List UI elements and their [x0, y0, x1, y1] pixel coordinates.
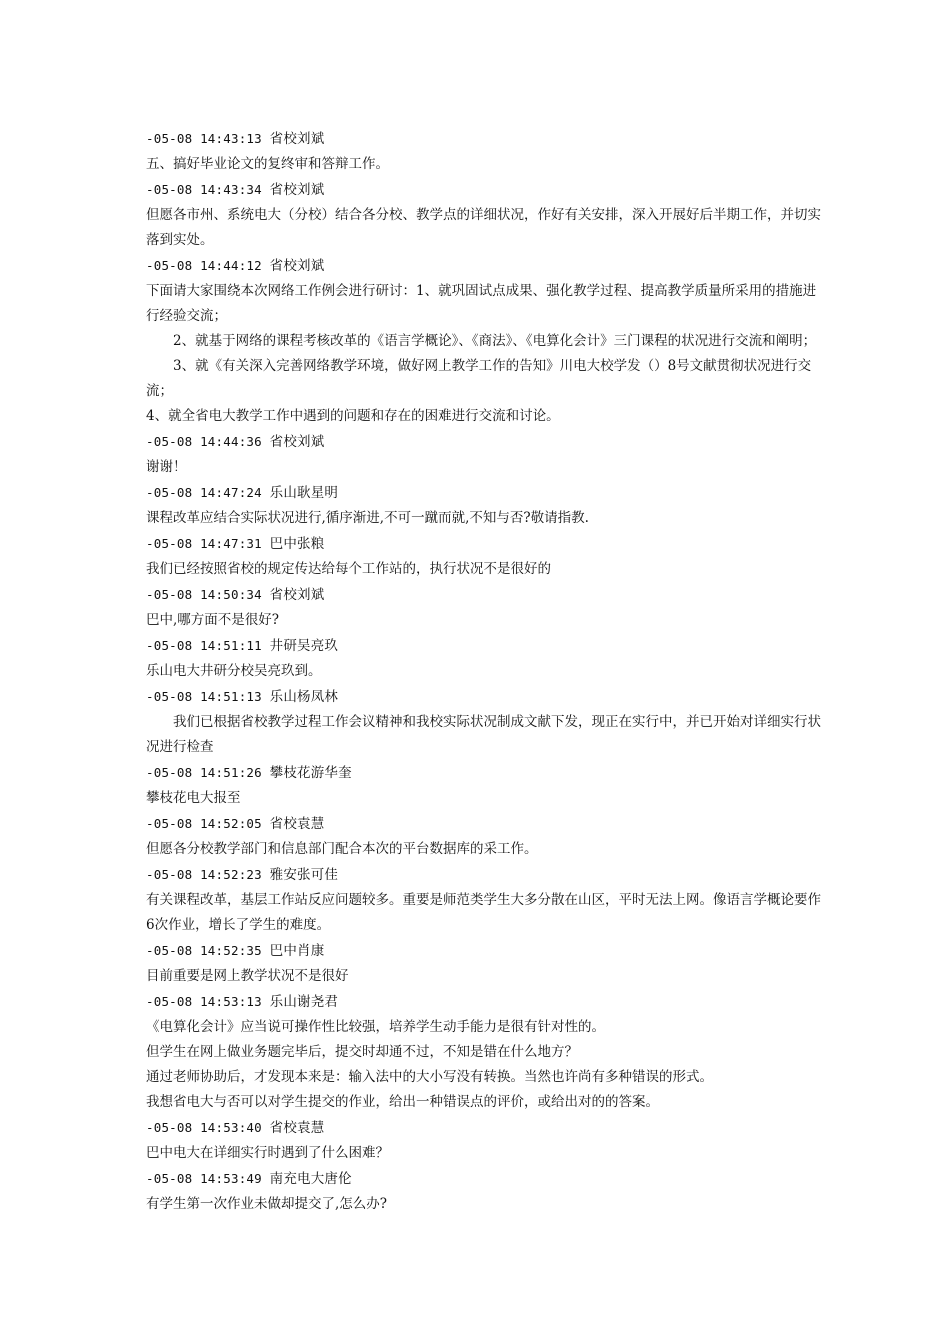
- message-entry: [146, 429, 822, 480]
- message-text: 目前重要是网上教学状况不是很好: [146, 968, 349, 984]
- message-text: 通过老师协助后，才发现本来是：输入法中的大小写没有转换。当然也许尚有多种错误的形式。: [146, 1069, 713, 1085]
- message-timestamp: -05-08 14:52:05: [146, 816, 262, 831]
- message-author: 省校袁慧: [269, 1120, 325, 1136]
- message-entry: [146, 633, 822, 684]
- message-timestamp: -05-08 14:43:34: [146, 182, 262, 197]
- message-text: 乐山电大井研分校吴亮玖到。: [146, 663, 322, 679]
- message-author: 省校袁慧: [269, 816, 325, 832]
- message-entry: [146, 1166, 822, 1217]
- message-entry: [146, 989, 822, 1115]
- message-author: 雅安张可佳: [269, 867, 339, 883]
- message-author: 乐山耿星明: [269, 485, 339, 501]
- message-entry: [146, 531, 822, 582]
- message-header: [146, 633, 822, 659]
- message-entry: [146, 760, 822, 811]
- message-entry: [146, 480, 822, 531]
- message-header: [146, 582, 822, 608]
- message-timestamp: -05-08 14:51:26: [146, 765, 262, 780]
- message-text: 攀枝花电大报至: [146, 790, 241, 806]
- message-timestamp: -05-08 14:52:23: [146, 867, 262, 882]
- message-header: [146, 989, 822, 1015]
- message-entry: [146, 582, 822, 633]
- message-timestamp: -05-08 14:44:36: [146, 434, 262, 449]
- message-timestamp: -05-08 14:52:35: [146, 943, 262, 958]
- message-author: 南充电大唐伦: [269, 1171, 352, 1187]
- message-text: 《电算化会计》应当说可操作性比较强，培养学生动手能力是很有针对性的。: [146, 1019, 605, 1035]
- message-author: 省校刘斌: [269, 587, 325, 603]
- message-timestamp: -05-08 14:43:13: [146, 131, 262, 146]
- message-timestamp: -05-08 14:47:24: [146, 485, 262, 500]
- message-author: 乐山杨凤林: [269, 689, 339, 705]
- message-author: 省校刘斌: [269, 434, 325, 450]
- message-text: 我们已根据省校教学过程工作会议精神和我校实际状况制成文献下发，现正在实行中，并已开始对详细实行状况进行检查: [146, 714, 821, 755]
- message-header: [146, 1166, 822, 1192]
- message-header: [146, 253, 822, 279]
- message-timestamp: -05-08 14:53:40: [146, 1120, 262, 1135]
- message-text: 课程改革应结合实际状况进行,循序渐进,不可一蹴而就,不知与否?敬请指教.: [146, 510, 589, 526]
- message-text: 4、就全省电大教学工作中遇到的问题和存在的困难进行交流和讨论。: [146, 408, 560, 424]
- message-header: [146, 126, 822, 152]
- message-text: 巴中电大在详细实行时遇到了什么困难？: [146, 1145, 389, 1161]
- message-header: [146, 531, 822, 557]
- message-timestamp: -05-08 14:51:13: [146, 689, 262, 704]
- message-author: 乐山谢尧君: [269, 994, 339, 1010]
- message-header: [146, 684, 822, 710]
- message-entry: [146, 862, 822, 938]
- message-timestamp: -05-08 14:53:13: [146, 994, 262, 1009]
- message-entry: [146, 126, 822, 177]
- message-text: 但愿各市州、系统电大（分校）结合各分校、教学点的详细状况，作好有关安排，深入开展好后半期工作，并切实落到实处。: [146, 207, 821, 248]
- message-text: 谢谢！: [146, 459, 187, 475]
- message-author: 省校刘斌: [269, 131, 325, 147]
- message-text: 但学生在网上做业务题完毕后，提交时却通不过，不知是错在什么地方？: [146, 1044, 578, 1060]
- message-author: 巴中肖康: [269, 943, 325, 959]
- message-author: 井研吴亮玖: [269, 638, 339, 654]
- message-text: 我想省电大与否可以对学生提交的作业，给出一种错误点的评价，或给出对的的答案。: [146, 1094, 659, 1110]
- message-text: 但愿各分校教学部门和信息部门配合本次的平台数据库的采工作。: [146, 841, 538, 857]
- message-author: 巴中张粮: [269, 536, 325, 552]
- message-entry: [146, 253, 822, 429]
- message-timestamp: -05-08 14:51:11: [146, 638, 262, 653]
- message-timestamp: -05-08 14:53:49: [146, 1171, 262, 1186]
- message-text: 我们已经按照省校的规定传达给每个工作站的，执行状况不是很好的: [146, 561, 551, 577]
- message-entry: [146, 177, 822, 253]
- message-text: 下面请大家围绕本次网络工作例会进行研讨：1、就巩固试点成果、强化教学过程、提高教学质量所采用的措施进行经验交流；: [146, 283, 817, 324]
- message-header: [146, 480, 822, 506]
- message-text: 有关课程改革，基层工作站反应问题较多。重要是师范类学生大多分散在山区，平时无法上网。像语言学概论要作6次作业，增长了学生的难度。: [146, 892, 821, 933]
- message-entry: [146, 684, 822, 760]
- message-header: [146, 811, 822, 837]
- message-text: 有学生第一次作业未做却提交了,怎么办?: [146, 1196, 388, 1212]
- message-text: 五、搞好毕业论文的复终审和答辩工作。: [146, 156, 389, 172]
- message-timestamp: -05-08 14:47:31: [146, 536, 262, 551]
- message-text: 2、就基于网络的课程考核改革的《语言学概论》、《商法》、《电算化会计》三门课程的状况进行交流和阐明；: [173, 333, 817, 349]
- message-timestamp: -05-08 14:44:12: [146, 258, 262, 273]
- message-header: [146, 760, 822, 786]
- message-header: [146, 429, 822, 455]
- message-text: 3、就《有关深入完善网络教学环境，做好网上教学工作的告知》川电大校学发（）8号文献贯彻状况进行交流；: [146, 358, 812, 399]
- message-author: 省校刘斌: [269, 258, 325, 274]
- message-header: [146, 862, 822, 888]
- message-header: [146, 1115, 822, 1141]
- message-entry: [146, 1115, 822, 1166]
- message-header: [146, 938, 822, 964]
- message-header: [146, 177, 822, 203]
- message-timestamp: -05-08 14:50:34: [146, 587, 262, 602]
- message-entry: [146, 938, 822, 989]
- message-entry: [146, 811, 822, 862]
- chat-log-document: [146, 126, 822, 1217]
- message-author: 攀枝花游华奎: [269, 765, 352, 781]
- message-text: 巴中,哪方面不是很好?: [146, 612, 280, 628]
- message-author: 省校刘斌: [269, 182, 325, 198]
